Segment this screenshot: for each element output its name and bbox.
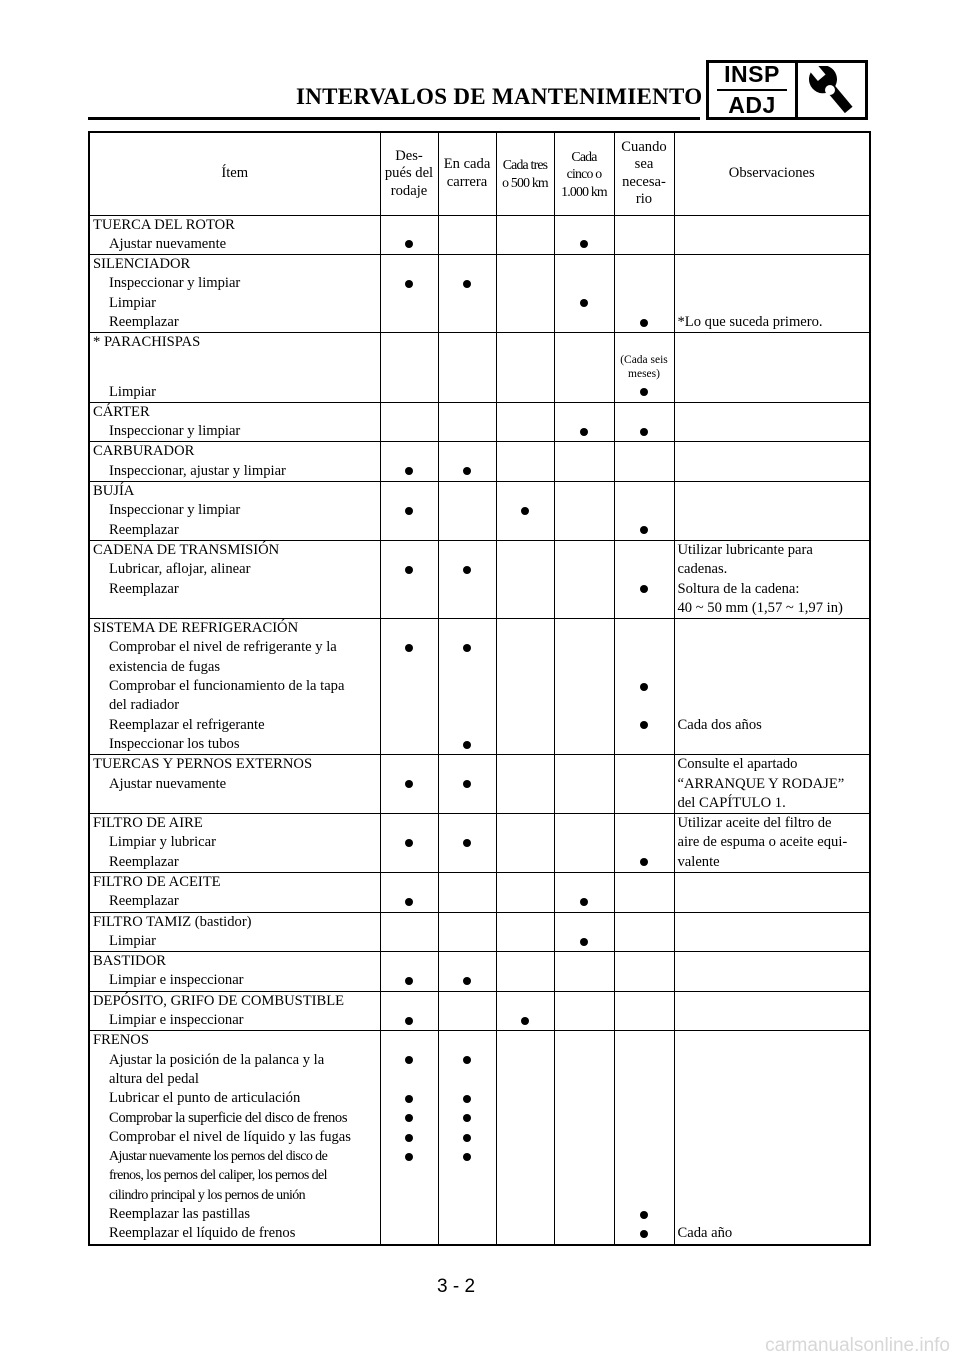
- item-task-label: Reemplazar: [109, 313, 179, 330]
- item-task-label: altura del pedal: [109, 1070, 199, 1087]
- interval-cell: [438, 873, 496, 913]
- item-group-label: TUERCA DEL ROTOR: [93, 216, 235, 233]
- item-group-label: BASTIDOR: [93, 953, 166, 970]
- item-task-label: Reemplazar: [109, 580, 179, 597]
- table-row: [89, 482, 870, 541]
- check-dot-icon: [405, 1134, 413, 1142]
- item-task-label: [93, 794, 380, 813]
- check-dot-icon: [405, 280, 413, 288]
- item-group-label: FILTRO DE AIRE: [93, 815, 203, 832]
- item-task-label: Limpiar e inspeccionar: [109, 972, 244, 989]
- badge-bottom-label: ADJ: [728, 92, 776, 118]
- table-header-row: [89, 132, 870, 215]
- interval-cell: [380, 619, 438, 755]
- remarks-cell: [674, 1031, 870, 1245]
- interval-cell: [380, 482, 438, 541]
- check-dot-icon: [463, 839, 471, 847]
- remarks-cell: [674, 333, 870, 403]
- table-body: [89, 215, 870, 1245]
- item-task-label: existencia de fugas: [109, 658, 221, 675]
- interval-cell: [554, 482, 614, 541]
- item-group-label: CÁRTER: [93, 403, 150, 420]
- item-group-label: SISTEMA DE REFRIGERACIÓN: [93, 620, 299, 637]
- check-dot-icon: [640, 585, 648, 593]
- item-cell: [89, 482, 380, 541]
- remark-text: cadenas.: [677, 561, 728, 578]
- check-dot-icon: [640, 721, 648, 729]
- table-row: [89, 912, 870, 952]
- header-every-five-races: Cada cinco o 1.000 km: [554, 132, 614, 215]
- interval-cell: [614, 1031, 674, 1245]
- insp-adj-badge: [706, 60, 868, 120]
- item-group-label: * PARACHISPAS: [93, 334, 201, 351]
- check-dot-icon: [405, 507, 413, 515]
- badge-text: [709, 63, 798, 117]
- remark-text: “ARRANQUE Y RODAJE”: [677, 775, 845, 792]
- header-every-race: En cada carrera: [438, 132, 496, 215]
- item-group-label: BUJÍA: [93, 483, 135, 500]
- interval-cell: [554, 402, 614, 442]
- check-dot-icon: [521, 1017, 529, 1025]
- item-cell: [89, 619, 380, 755]
- check-dot-icon: [405, 566, 413, 574]
- remark-text: valente: [677, 853, 720, 870]
- item-task-label: Inspeccionar y limpiar: [109, 502, 241, 519]
- interval-cell: [496, 442, 554, 482]
- item-cell: [89, 540, 380, 618]
- interval-cell: [380, 814, 438, 873]
- check-dot-icon: [580, 299, 588, 307]
- remarks-cell: [674, 755, 870, 814]
- item-cell: [89, 215, 380, 255]
- interval-cell: [554, 442, 614, 482]
- interval-cell: [380, 1031, 438, 1245]
- check-dot-icon: [463, 1114, 471, 1122]
- item-cell: [89, 402, 380, 442]
- remarks-cell: [674, 873, 870, 913]
- item-cell: [89, 442, 380, 482]
- check-dot-icon: [405, 467, 413, 475]
- interval-cell: [554, 540, 614, 618]
- table-row: [89, 540, 870, 618]
- item-task-label: Comprobar el nivel de refrigerante y la: [109, 639, 337, 656]
- table-row: [89, 952, 870, 992]
- check-dot-icon: [405, 1056, 413, 1064]
- interval-cell: [380, 952, 438, 992]
- item-group-label: DEPÓSITO, GRIFO DE COMBUSTIBLE: [93, 992, 345, 1009]
- interval-cell: [614, 952, 674, 992]
- item-task-label: Limpiar e inspeccionar: [109, 1012, 244, 1029]
- check-dot-icon: [405, 1095, 413, 1103]
- interval-cell: [496, 540, 554, 618]
- wrench-icon: [798, 63, 865, 117]
- item-cell: [89, 991, 380, 1031]
- interval-cell: [380, 873, 438, 913]
- interval-cell: [438, 991, 496, 1031]
- check-dot-icon: [463, 741, 471, 749]
- interval-cell: [554, 1031, 614, 1245]
- interval-cell: [496, 482, 554, 541]
- item-cell: [89, 1031, 380, 1245]
- header-as-needed: Cuando sea necesa- rio: [614, 132, 674, 215]
- interval-cell: [496, 1031, 554, 1245]
- check-dot-icon: [405, 1017, 413, 1025]
- interval-cell: [554, 215, 614, 255]
- item-group-label: SILENCIADOR: [93, 256, 191, 273]
- item-cell: [89, 814, 380, 873]
- item-task-label: frenos, los pernos del caliper, los pernos del: [109, 1168, 327, 1184]
- item-task-label: Ajustar nuevamente: [109, 235, 227, 252]
- title-underline: [88, 117, 700, 120]
- item-group-label: CADENA DE TRANSMISIÓN: [93, 541, 280, 558]
- interval-cell: [614, 442, 674, 482]
- interval-cell: [614, 912, 674, 952]
- interval-cell: [496, 814, 554, 873]
- check-dot-icon: [405, 898, 413, 906]
- interval-cell: [496, 873, 554, 913]
- interval-cell: [438, 255, 496, 333]
- remarks-cell: [674, 991, 870, 1031]
- interval-cell: [496, 215, 554, 255]
- item-task-label: Comprobar el nivel de líquido y las fugas: [109, 1128, 351, 1145]
- table-row: [89, 215, 870, 255]
- interval-cell: [380, 912, 438, 952]
- table-row: [89, 619, 870, 755]
- interval-cell: [380, 755, 438, 814]
- remarks-cell: [674, 912, 870, 952]
- interval-cell: [380, 215, 438, 255]
- header-every-three-races: Cada tres o 500 km: [496, 132, 554, 215]
- interval-cell: [438, 1031, 496, 1245]
- check-dot-icon: [640, 858, 648, 866]
- remark-text: 40 ~ 50 mm (1,57 ~ 1,97 in): [677, 599, 843, 616]
- item-group-label: TUERCAS Y PERNOS EXTERNOS: [93, 756, 313, 773]
- item-task-label: Limpiar y lubricar: [109, 834, 216, 851]
- item-task-label: Reemplazar el líquido de frenos: [109, 1225, 296, 1242]
- interval-cell: [380, 442, 438, 482]
- check-dot-icon: [405, 1153, 413, 1161]
- remarks-cell: [674, 952, 870, 992]
- item-group-label: FRENOS: [93, 1032, 149, 1049]
- check-dot-icon: [463, 280, 471, 288]
- check-dot-icon: [640, 388, 648, 396]
- check-dot-icon: [640, 526, 648, 534]
- interval-cell: [496, 255, 554, 333]
- interval-cell: [614, 619, 674, 755]
- remarks-cell: [674, 619, 870, 755]
- check-dot-icon: [405, 644, 413, 652]
- check-dot-icon: [463, 1134, 471, 1142]
- table-row: [89, 442, 870, 482]
- remark-text: Utilizar aceite del filtro de: [677, 815, 832, 832]
- check-dot-icon: [640, 1230, 648, 1238]
- item-task-label: Lubricar, aflojar, alinear: [109, 561, 251, 578]
- remarks-cell: [674, 814, 870, 873]
- maintenance-table: [88, 131, 871, 1246]
- check-dot-icon: [521, 507, 529, 515]
- interval-cell: [614, 755, 674, 814]
- interval-cell: [496, 952, 554, 992]
- item-group-label: FILTRO DE ACEITE: [93, 874, 221, 890]
- item-task-label: Reemplazar las pastillas: [109, 1206, 251, 1223]
- interval-note: (Cada seis meses): [620, 353, 668, 380]
- item-task-label: Inspeccionar, ajustar y limpiar: [109, 462, 286, 479]
- check-dot-icon: [640, 1211, 648, 1219]
- interval-cell: [438, 402, 496, 442]
- remarks-cell: [674, 482, 870, 541]
- check-dot-icon: [580, 240, 588, 248]
- table-row: [89, 255, 870, 333]
- interval-cell: [496, 619, 554, 755]
- table-row: [89, 402, 870, 442]
- interval-cell: [438, 755, 496, 814]
- badge-divider: [717, 89, 787, 91]
- interval-cell: [438, 442, 496, 482]
- check-dot-icon: [580, 428, 588, 436]
- item-cell: [89, 873, 380, 913]
- check-dot-icon: [405, 977, 413, 985]
- item-cell: [89, 755, 380, 814]
- interval-cell: [438, 540, 496, 618]
- interval-cell: [496, 912, 554, 952]
- item-task-label: [93, 353, 380, 383]
- check-dot-icon: [463, 1056, 471, 1064]
- interval-cell: [554, 873, 614, 913]
- interval-cell: [438, 952, 496, 992]
- page-number: 3 - 2: [437, 1276, 476, 1297]
- remark-text: Utilizar lubricante para: [677, 541, 813, 558]
- item-task-label: Reemplazar el refrigerante: [109, 716, 265, 733]
- check-dot-icon: [640, 428, 648, 436]
- remark-text: Cada año: [677, 1225, 733, 1242]
- item-task-label: Inspeccionar y limpiar: [109, 423, 241, 440]
- interval-cell: [438, 215, 496, 255]
- check-dot-icon: [463, 780, 471, 788]
- item-task-label: Ajustar la posición de la palanca y la: [109, 1051, 325, 1068]
- interval-cell: [380, 255, 438, 333]
- watermark: carmanualsonline.info: [765, 1335, 950, 1356]
- item-task-label: Lubricar el punto de articulación: [109, 1090, 301, 1107]
- header-remarks: Observaciones: [674, 132, 870, 215]
- check-dot-icon: [405, 1114, 413, 1122]
- interval-cell: [614, 215, 674, 255]
- interval-cell: [554, 991, 614, 1031]
- item-cell: [89, 255, 380, 333]
- item-cell: [89, 952, 380, 992]
- check-dot-icon: [463, 1095, 471, 1103]
- check-dot-icon: [580, 898, 588, 906]
- remarks-cell: [674, 215, 870, 255]
- check-dot-icon: [463, 977, 471, 985]
- interval-cell: [554, 255, 614, 333]
- interval-cell: [380, 991, 438, 1031]
- interval-cell: [380, 333, 438, 403]
- interval-cell: [614, 991, 674, 1031]
- item-task-label: Limpiar: [109, 932, 157, 949]
- remarks-cell: [674, 402, 870, 442]
- item-task-label: Limpiar: [109, 383, 157, 400]
- check-dot-icon: [640, 319, 648, 327]
- interval-cell: [380, 402, 438, 442]
- item-task-label: Comprobar el funcionamiento de la tapa: [109, 678, 345, 695]
- remark-text: Consulte el apartado: [677, 756, 798, 773]
- table-row: [89, 755, 870, 814]
- item-task-label: Reemplazar: [109, 521, 179, 538]
- item-task-label: Ajustar nuevamente los pernos del disco de: [109, 1149, 328, 1165]
- interval-cell: [438, 333, 496, 403]
- interval-cell: [438, 619, 496, 755]
- check-dot-icon: [580, 938, 588, 946]
- remark-text: aire de espuma o aceite equi-: [677, 834, 848, 851]
- interval-cell: [554, 912, 614, 952]
- remarks-cell: [674, 442, 870, 482]
- item-cell: [89, 333, 380, 403]
- interval-cell: [614, 333, 674, 403]
- item-task-label: Reemplazar: [109, 893, 179, 910]
- check-dot-icon: [463, 467, 471, 475]
- check-dot-icon: [463, 566, 471, 574]
- table-row: [89, 1031, 870, 1245]
- badge-top-label: INSP: [724, 61, 780, 87]
- check-dot-icon: [405, 839, 413, 847]
- interval-cell: [554, 814, 614, 873]
- remarks-cell: [674, 255, 870, 333]
- item-cell: [89, 912, 380, 952]
- table-row: [89, 873, 870, 913]
- item-task-label: [93, 599, 380, 618]
- interval-cell: [496, 333, 554, 403]
- table-row: [89, 814, 870, 873]
- interval-cell: [554, 619, 614, 755]
- item-group-label: CARBURADOR: [93, 443, 195, 460]
- remark-text: *Lo que suceda primero.: [677, 313, 823, 330]
- item-task-label: Limpiar: [109, 294, 157, 311]
- item-task-label: del radiador: [109, 697, 180, 714]
- table-row: [89, 991, 870, 1031]
- interval-cell: [496, 991, 554, 1031]
- remark-text: del CAPÍTULO 1.: [677, 794, 786, 811]
- item-task-label: Reemplazar: [109, 853, 179, 870]
- item-group-label: FILTRO TAMIZ (bastidor): [93, 913, 252, 930]
- item-task-label: Comprobar la superficie del disco de frenos: [109, 1109, 348, 1126]
- header-item: Ítem: [89, 132, 380, 215]
- interval-cell: [438, 482, 496, 541]
- page-title: INTERVALOS DE MANTENIMIENTO: [296, 84, 703, 109]
- interval-cell: [614, 402, 674, 442]
- interval-cell: [614, 255, 674, 333]
- check-dot-icon: [640, 683, 648, 691]
- header-after-break-in: Des- pués del rodaje: [380, 132, 438, 215]
- interval-cell: [496, 755, 554, 814]
- remark-text: Soltura de la cadena:: [677, 580, 800, 597]
- interval-cell: [554, 952, 614, 992]
- table-row: [89, 333, 870, 403]
- remarks-cell: [674, 540, 870, 618]
- item-task-label: Ajustar nuevamente: [109, 775, 227, 792]
- interval-cell: [554, 333, 614, 403]
- interval-cell: [614, 482, 674, 541]
- interval-cell: [496, 402, 554, 442]
- check-dot-icon: [405, 780, 413, 788]
- check-dot-icon: [405, 240, 413, 248]
- interval-cell: [438, 814, 496, 873]
- item-task-label: Inspeccionar los tubos: [109, 735, 240, 752]
- interval-cell: [614, 540, 674, 618]
- interval-cell: [438, 912, 496, 952]
- interval-cell: [554, 755, 614, 814]
- interval-cell: [614, 814, 674, 873]
- interval-cell: [380, 540, 438, 618]
- check-dot-icon: [463, 1153, 471, 1161]
- item-task-label: cilindro principal y los pernos de unión: [109, 1187, 306, 1203]
- check-dot-icon: [463, 644, 471, 652]
- item-task-label: Inspeccionar y limpiar: [109, 275, 241, 292]
- remark-text: Cada dos años: [677, 716, 762, 733]
- interval-cell: [614, 873, 674, 913]
